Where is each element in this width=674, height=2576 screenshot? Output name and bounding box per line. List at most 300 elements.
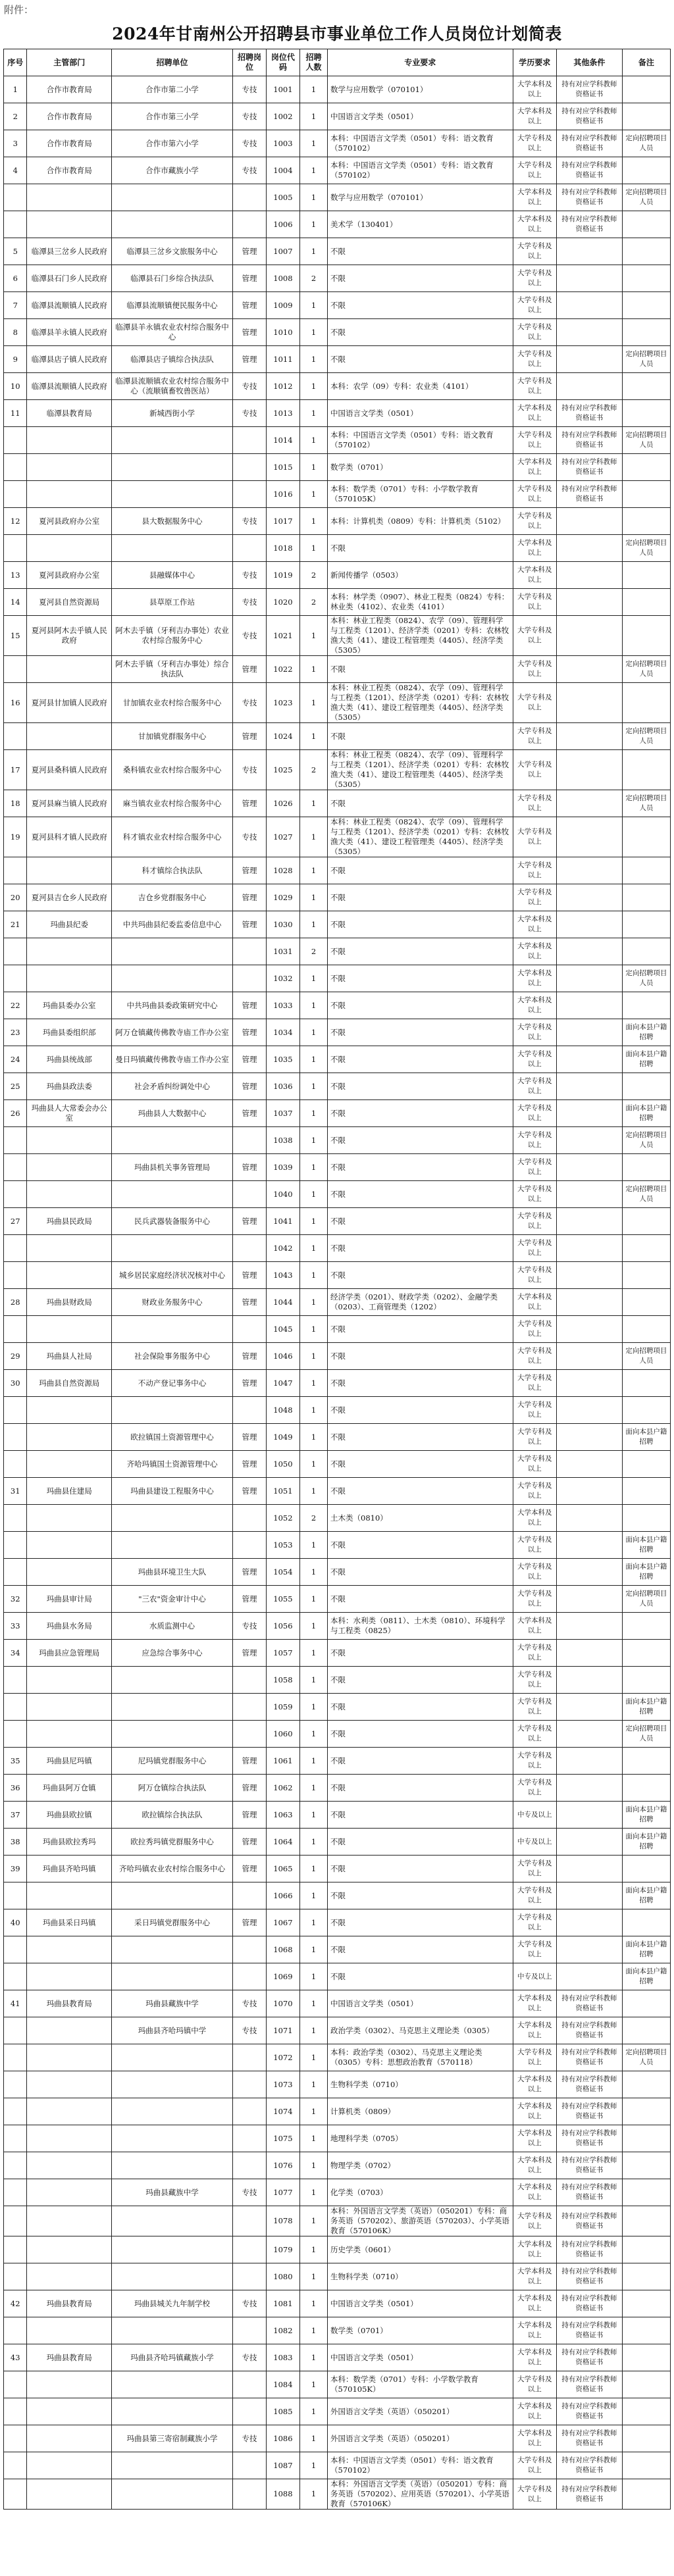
cell-post-type [232,1397,266,1424]
cell-department: 玛曲县欧拉秀玛 [27,1829,112,1856]
cell-major: 本科：数学类（0701）专科：小学数学教育（570105K） [328,2371,513,2398]
cell-education: 大学本科及以上 [513,2236,556,2263]
cell-major: 不限 [328,1694,513,1721]
cell-department: 玛曲县政法委 [27,1073,112,1100]
cell-seq: 27 [4,1208,27,1235]
cell-remarks [622,992,670,1019]
cell-conditions [557,750,623,790]
cell-education: 大学专科及以上 [513,1262,556,1289]
cell-seq [4,1667,27,1694]
cell-education: 大学专科及以上 [513,1019,556,1046]
cell-major: 不限 [328,1073,513,1100]
cell-remarks: 面向本县户籍招聘 [622,1963,670,1990]
cell-department: 夏河县政府办公室 [27,562,112,589]
cell-seq: 37 [4,1802,27,1829]
cell-post-type [232,454,266,481]
table-row [4,373,671,400]
cell-count: 1 [299,454,327,481]
cell-seq: 43 [4,2344,27,2371]
cell-major: 土木类（0810） [328,1505,513,1532]
cell-conditions: 持有对应学科教师资格证书 [557,2206,623,2236]
cell-post-type: 专技 [232,76,266,103]
cell-post-type: 管理 [232,1586,266,1613]
cell-major: 本科：政治学类（0302）、马克思主义理论类（0305）专科：思想政治教育（570118） [328,2044,513,2071]
cell-count: 1 [299,1856,327,1882]
cell-department: 夏河县桑科镇人民政府 [27,750,112,790]
cell-conditions [557,1559,623,1586]
cell-count: 1 [299,2236,327,2263]
cell-unit [112,2071,233,2098]
cell-education: 大学专科及以上 [513,656,556,683]
cell-count: 1 [299,346,327,373]
cell-remarks: 面向本县户籍招聘 [622,1046,670,1073]
cell-remarks [622,2017,670,2044]
table-row [4,1613,671,1640]
cell-seq [4,2263,27,2290]
cell-conditions: 持有对应学科教师资格证书 [557,2371,623,2398]
cell-conditions [557,1667,623,1694]
cell-remarks [622,750,670,790]
cell-post-code: 1081 [266,2290,299,2317]
table-body [4,76,671,2510]
cell-department [27,1262,112,1289]
cell-major: 不限 [328,857,513,884]
cell-department: 临潭县教育局 [27,400,112,427]
cell-department: 合作市教育局 [27,103,112,130]
cell-count: 1 [299,2017,327,2044]
cell-remarks [622,589,670,616]
cell-conditions [557,1775,623,1802]
cell-count: 1 [299,1640,327,1667]
table-row [4,790,671,817]
cell-post-code: 1068 [266,1936,299,1963]
cell-education: 中专及以上 [513,1802,556,1829]
position-table [3,49,671,2510]
cell-education: 大学专科及以上 [513,1343,556,1370]
cell-post-code: 1034 [266,1019,299,1046]
cell-department: 玛曲县财政局 [27,1289,112,1316]
cell-seq [4,2071,27,2098]
cell-post-type: 专技 [232,2017,266,2044]
cell-seq [4,1532,27,1559]
cell-department [27,211,112,238]
cell-seq [4,454,27,481]
cell-unit: 中共玛曲县纪委监委信息中心 [112,911,233,938]
cell-major: 本科：林业工程类（0824）、农学（09）、管理科学与工程类（1201）、经济学类（0201）专科：农林牧渔大类（41）、建设工程管理类（4405）、经济学类（5305） [328,683,513,723]
cell-major: 本科：中国语言文学类（0501）专科：语文教育（570102） [328,130,513,157]
cell-post-type: 专技 [232,1990,266,2017]
cell-post-code: 1080 [266,2263,299,2290]
cell-conditions: 持有对应学科教师资格证书 [557,157,623,184]
cell-remarks [622,1370,670,1397]
table-row [4,2044,671,2071]
attachment-label: 附件： [4,4,34,16]
cell-count: 2 [299,589,327,616]
cell-count: 2 [299,265,327,292]
cell-education: 大学本科及以上 [513,562,556,589]
cell-post-type [232,1235,266,1262]
cell-seq: 24 [4,1046,27,1073]
cell-conditions: 持有对应学科教师资格证书 [557,2479,623,2510]
cell-major: 本科：中国语言文学类（0501）专科：语文教育（570102） [328,2452,513,2479]
cell-department: 夏河县麻当镇人民政府 [27,790,112,817]
cell-major: 不限 [328,1100,513,1127]
cell-count: 1 [299,2425,327,2452]
table-row [4,1208,671,1235]
cell-post-code: 1030 [266,911,299,938]
cell-remarks: 定向招聘项目人员 [622,2044,670,2071]
cell-remarks [622,2179,670,2206]
cell-conditions: 持有对应学科教师资格证书 [557,2317,623,2344]
cell-conditions [557,1802,623,1829]
cell-post-code: 1075 [266,2125,299,2152]
cell-education: 大学专科及以上 [513,1586,556,1613]
cell-count: 1 [299,1694,327,1721]
cell-education: 大学专科及以上 [513,1775,556,1802]
cell-major: 地理科学类（0705） [328,2125,513,2152]
cell-department: 临潭县石门乡人民政府 [27,265,112,292]
cell-count: 1 [299,884,327,911]
cell-major: 不限 [328,1856,513,1882]
cell-seq: 10 [4,373,27,400]
cell-education: 大学专科及以上 [513,238,556,265]
cell-post-type [232,2263,266,2290]
cell-remarks [622,1262,670,1289]
cell-seq [4,2206,27,2236]
cell-major: 本科：计算机类（0809）专科：计算机类（5102） [328,508,513,535]
cell-post-type [232,2206,266,2236]
cell-seq: 4 [4,157,27,184]
cell-post-type [232,2152,266,2179]
table-row [4,1829,671,1856]
cell-unit: 不动产登记事务中心 [112,1370,233,1397]
cell-unit: 财政业务服务中心 [112,1289,233,1316]
cell-education: 大学本科及以上 [513,1613,556,1640]
cell-education: 大学本科及以上 [513,454,556,481]
cell-department: 玛曲县阿万仓镇 [27,1775,112,1802]
cell-post-code: 1076 [266,2152,299,2179]
cell-major: 不限 [328,1451,513,1478]
cell-education: 大学专科及以上 [513,508,556,535]
cell-seq [4,965,27,992]
cell-education: 大学专科及以上 [513,750,556,790]
cell-department [27,2179,112,2206]
cell-education: 大学专科及以上 [513,1208,556,1235]
cell-conditions [557,1856,623,1882]
cell-post-code: 1035 [266,1046,299,1073]
cell-count: 1 [299,2398,327,2425]
cell-seq: 12 [4,508,27,535]
cell-major: 不限 [328,1721,513,1748]
cell-remarks [622,1990,670,2017]
cell-unit: 科才镇农业农村综合服务中心 [112,817,233,857]
cell-conditions [557,616,623,656]
cell-post-type: 专技 [232,2179,266,2206]
cell-seq [4,1559,27,1586]
table-row [4,1667,671,1694]
cell-remarks: 定向招聘项目人员 [622,1343,670,1370]
table-row [4,2125,671,2152]
cell-department [27,481,112,508]
cell-conditions [557,562,623,589]
cell-department [27,965,112,992]
cell-conditions [557,790,623,817]
cell-count: 1 [299,656,327,683]
cell-unit: 阿木去乎镇（牙利吉办事处）农业农村综合服务中心 [112,616,233,656]
table-row [4,1424,671,1451]
cell-post-code: 1028 [266,857,299,884]
cell-seq: 17 [4,750,27,790]
cell-post-code: 1038 [266,1127,299,1154]
cell-remarks [622,292,670,319]
cell-unit: 欧拉镇综合执法队 [112,1802,233,1829]
cell-department: 玛曲县人社局 [27,1343,112,1370]
cell-education: 大学专科及以上 [513,1856,556,1882]
cell-unit: 临潭县石门乡综合执法队 [112,265,233,292]
cell-unit: 玛曲县齐哈玛镇中学 [112,2017,233,2044]
cell-seq [4,2125,27,2152]
cell-post-type [232,535,266,562]
cell-post-code: 1048 [266,1397,299,1424]
cell-post-code: 1037 [266,1100,299,1127]
cell-unit: 曼日玛镇藏传佛教寺庙工作办公室 [112,1046,233,1073]
cell-seq [4,1882,27,1909]
cell-unit [112,2044,233,2071]
cell-unit [112,2236,233,2263]
cell-seq: 16 [4,683,27,723]
cell-conditions [557,1936,623,1963]
cell-unit: 玛曲县藏族中学 [112,1990,233,2017]
cell-remarks [622,76,670,103]
cell-conditions [557,1235,623,1262]
cell-remarks [622,2344,670,2371]
cell-education: 大学专科及以上 [513,683,556,723]
cell-seq [4,857,27,884]
cell-department: 玛曲县教育局 [27,2290,112,2317]
cell-seq [4,2017,27,2044]
cell-major: 不限 [328,1397,513,1424]
cell-count: 1 [299,535,327,562]
cell-conditions [557,1586,623,1613]
cell-count: 1 [299,103,327,130]
cell-seq: 41 [4,1990,27,2017]
cell-major: 数学与应用数学（070101） [328,184,513,211]
cell-count: 1 [299,723,327,750]
cell-count: 1 [299,400,327,427]
cell-major: 生物科学类（0710） [328,2263,513,2290]
cell-remarks [622,2152,670,2179]
cell-remarks: 面向本县户籍招聘 [622,1802,670,1829]
cell-post-type: 管理 [232,319,266,346]
cell-education: 大学专科及以上 [513,319,556,346]
cell-department: 玛曲县统战部 [27,1046,112,1073]
cell-major: 不限 [328,1909,513,1936]
cell-conditions [557,857,623,884]
cell-post-code: 1001 [266,76,299,103]
cell-remarks: 面向本县户籍招聘 [622,1882,670,1909]
cell-major: 不限 [328,1208,513,1235]
cell-department [27,2371,112,2398]
cell-post-code: 1025 [266,750,299,790]
cell-count: 1 [299,1829,327,1856]
cell-department [27,1721,112,1748]
cell-major: 数学与应用数学（070101） [328,76,513,103]
cell-conditions: 持有对应学科教师资格证书 [557,2263,623,2290]
cell-education: 大学专科及以上 [513,2044,556,2071]
table-row [4,535,671,562]
cell-post-code: 1017 [266,508,299,535]
cell-major: 不限 [328,1640,513,1667]
cell-post-type: 管理 [232,790,266,817]
cell-post-code: 1054 [266,1559,299,1586]
cell-major: 本科：林业工程类（0824）、农学（09）、管理科学与工程类（1201）、经济学类（0201）专科：农林牧渔大类（41）、建设工程管理类（4405）、经济学类（5305） [328,750,513,790]
cell-unit: 中共玛曲县委政策研究中心 [112,992,233,1019]
cell-count: 1 [299,1586,327,1613]
cell-conditions: 持有对应学科教师资格证书 [557,454,623,481]
cell-department: 玛曲县齐哈玛镇 [27,1856,112,1882]
table-row [4,723,671,750]
cell-count: 1 [299,1316,327,1343]
cell-major: 不限 [328,1559,513,1586]
cell-conditions: 持有对应学科教师资格证书 [557,2398,623,2425]
cell-education: 大学专科及以上 [513,1640,556,1667]
cell-count: 1 [299,2152,327,2179]
cell-education: 大学专科及以上 [513,884,556,911]
cell-post-type: 管理 [232,1478,266,1505]
cell-education: 大学本科及以上 [513,911,556,938]
table-row [4,1775,671,1802]
cell-seq [4,2371,27,2398]
cell-conditions [557,1748,623,1775]
cell-unit [112,1694,233,1721]
cell-post-type [232,1505,266,1532]
cell-post-code: 1013 [266,400,299,427]
cell-department: 玛曲县应急管理局 [27,1640,112,1667]
table-row [4,184,671,211]
cell-post-code: 1020 [266,589,299,616]
cell-department [27,2425,112,2452]
cell-unit: 县草原工作站 [112,589,233,616]
cell-post-code: 1070 [266,1990,299,2017]
cell-unit [112,427,233,454]
cell-post-type [232,1181,266,1208]
cell-post-code: 1079 [266,2236,299,2263]
cell-education: 大学本科及以上 [513,992,556,1019]
table-row [4,130,671,157]
cell-major: 不限 [328,965,513,992]
cell-count: 1 [299,2479,327,2510]
table-row [4,1262,671,1289]
cell-remarks [622,2263,670,2290]
cell-major: 不限 [328,656,513,683]
cell-major: 不限 [328,1532,513,1559]
cell-remarks: 面向本县户籍招聘 [622,1019,670,1046]
table-row [4,1802,671,1829]
cell-unit: 城乡居民家庭经济状况核对中心 [112,1262,233,1289]
cell-post-type: 管理 [232,265,266,292]
column-header-count: 招聘人数 [299,49,327,76]
cell-unit [112,938,233,965]
cell-conditions [557,1640,623,1667]
cell-remarks [622,1289,670,1316]
table-row [4,2263,671,2290]
cell-post-code: 1026 [266,790,299,817]
cell-seq [4,427,27,454]
page-title: 2024年甘南州公开招聘县市事业单位工作人员岗位计划简表 [112,24,562,43]
cell-post-type: 管理 [232,1829,266,1856]
cell-education: 大学专科及以上 [513,1667,556,1694]
table-row [4,2425,671,2452]
cell-post-type: 管理 [232,884,266,911]
cell-count: 1 [299,857,327,884]
cell-post-code: 1077 [266,2179,299,2206]
cell-remarks: 面向本县户籍招聘 [622,1532,670,1559]
cell-remarks [622,2206,670,2236]
table-row [4,157,671,184]
cell-unit: 应急综合事务中心 [112,1640,233,1667]
cell-remarks [622,1073,670,1100]
cell-post-code: 1053 [266,1532,299,1559]
cell-count: 1 [299,616,327,656]
cell-unit: 社会矛盾纠纷调处中心 [112,1073,233,1100]
cell-unit [112,1505,233,1532]
cell-remarks [622,1856,670,1882]
cell-major: 政治学类（0302）、马克思主义理论类（0305） [328,2017,513,2044]
table-row [4,2236,671,2263]
table-row [4,508,671,535]
cell-post-type: 专技 [232,400,266,427]
cell-count: 1 [299,1748,327,1775]
cell-remarks [622,319,670,346]
cell-conditions [557,1208,623,1235]
cell-post-code: 1083 [266,2344,299,2371]
table-row [4,1289,671,1316]
cell-department: 玛曲县采日玛镇 [27,1909,112,1936]
cell-conditions [557,1829,623,1856]
cell-post-code: 1085 [266,2398,299,2425]
cell-post-type: 专技 [232,750,266,790]
cell-post-code: 1069 [266,1963,299,1990]
cell-education: 大学专科及以上 [513,1181,556,1208]
table-row [4,1559,671,1586]
cell-department [27,2017,112,2044]
cell-major: 不限 [328,238,513,265]
table-row [4,292,671,319]
cell-major: 不限 [328,1343,513,1370]
cell-count: 1 [299,1262,327,1289]
cell-conditions [557,1505,623,1532]
cell-education: 大学专科及以上 [513,616,556,656]
cell-seq [4,1316,27,1343]
cell-post-type: 管理 [232,1019,266,1046]
cell-seq: 32 [4,1586,27,1613]
cell-education: 大学本科及以上 [513,965,556,992]
cell-education: 大学专科及以上 [513,2479,556,2510]
cell-post-type: 专技 [232,589,266,616]
cell-remarks [622,817,670,857]
table-row [4,319,671,346]
cell-post-type: 管理 [232,1856,266,1882]
cell-unit: 社会保险事务服务中心 [112,1343,233,1370]
cell-major: 中国语言文学类（0501） [328,103,513,130]
cell-major: 中国语言文学类（0501） [328,2344,513,2371]
cell-major: 本科：农学（09）专科：农业类（4101） [328,373,513,400]
cell-remarks: 定向招聘项目人员 [622,1127,670,1154]
table-row [4,2206,671,2236]
table-row [4,589,671,616]
cell-count: 1 [299,1046,327,1073]
cell-seq: 8 [4,319,27,346]
